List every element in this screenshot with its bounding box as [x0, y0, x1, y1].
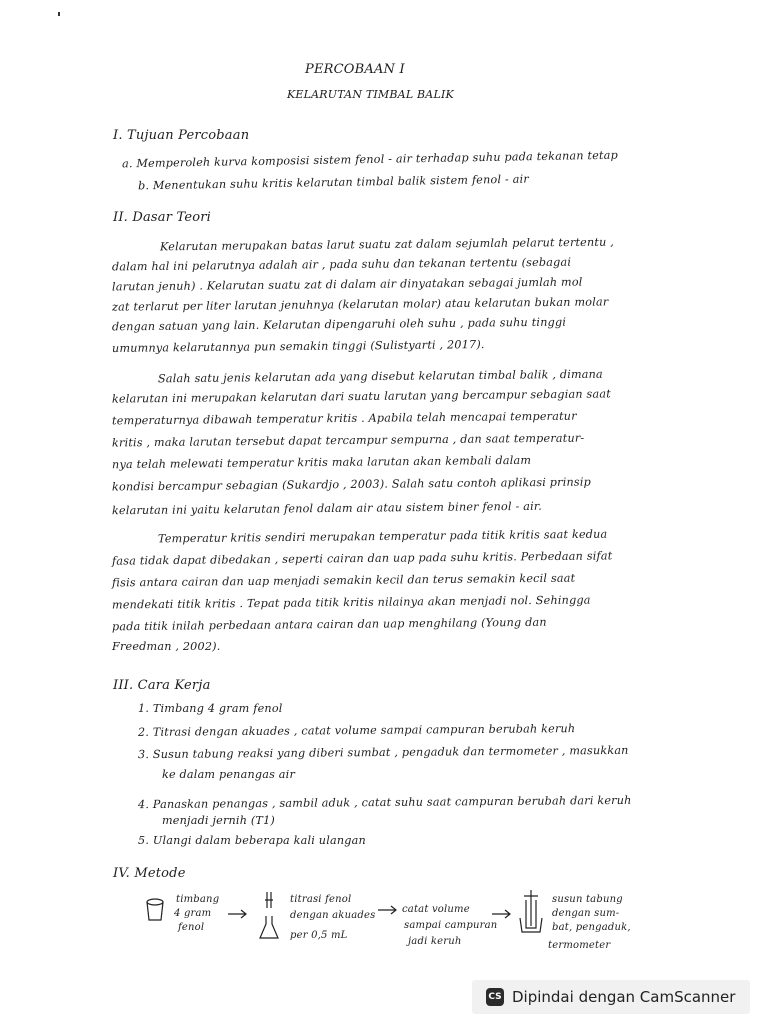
text-line: nya telah melewati temperatur kritis maka larutan akan kembali dalam: [111, 453, 532, 472]
method-step-4-line: bat, pengaduk,: [552, 922, 631, 933]
section-heading-tujuan: I. Tujuan Percobaan: [113, 128, 250, 143]
procedure-step: 1. Timbang 4 gram fenol: [138, 702, 283, 715]
text-line: Temperatur kritis sendiri merupakan temperatur pada titik kritis saat kedua: [157, 527, 608, 546]
method-step-3-line: sampai campuran: [404, 920, 498, 931]
method-step-1-line: timbang: [176, 894, 220, 905]
ink-mark: [58, 12, 60, 16]
camscanner-label: Dipindai dengan CamScanner: [512, 988, 736, 1006]
text-line: dalam hal ini pelarutnya adalah air , pada suhu dan tekanan tertentu (sebagai: [111, 255, 572, 274]
text-line: kritis , maka larutan tersebut dapat tercampur sempurna , dan saat temperatur-: [111, 431, 585, 450]
text-line: Kelarutan merupakan batas larut suatu zat dalam sejumlah pelarut tertentu ,: [159, 235, 615, 254]
arrow-icon: [492, 910, 510, 918]
text-line: Freedman , 2002).: [112, 640, 221, 653]
procedure-step: ke dalam penangas air: [162, 768, 295, 781]
procedure-step: 4. Panaskan penangas , sambil aduk , catat suhu saat campuran berubah dari keruh: [137, 793, 632, 812]
method-step-2-line: per 0,5 mL: [290, 930, 348, 941]
burette-flask-icon: [260, 892, 278, 938]
text-line: fisis antara cairan dan uap menjadi semakin kecil dan terus semakin kecil saat: [111, 571, 576, 590]
text-line: mendekati titik kritis . Tepat pada titik kritis nilainya akan menjadi nol. Sehingga: [111, 593, 591, 612]
text-line: kondisi bercampur sebagian (Sukardjo , 2003). Salah satu contoh aplikasi prinsip: [111, 475, 592, 494]
objective-item: b. Menentukan suhu kritis kelarutan timbal balik sistem fenol - air: [137, 172, 529, 193]
section-heading-dasar-teori: II. Dasar Teori: [113, 210, 212, 225]
method-step-4-line: dengan sum-: [552, 908, 620, 919]
text-line: fasa tidak dapat dibedakan , seperti cairan dan uap pada suhu kritis. Perbedaan sifat: [111, 549, 613, 568]
text-line: temperaturnya dibawah temperatur kritis . Apabila telah mencapai temperatur: [111, 409, 577, 428]
text-line: pada titik inilah perbedaan antara cairan dan uap menghilang (Young dan: [111, 615, 547, 634]
section-heading-cara-kerja: III. Cara Kerja: [113, 678, 211, 693]
camscanner-logo-icon: CS: [486, 988, 504, 1006]
text-line: larutan jenuh) . Kelarutan suatu zat di dalam air dinyatakan sebagai jumlah mol: [111, 275, 583, 294]
method-step-1-line: fenol: [178, 922, 205, 933]
page-title: PERCOBAAN I: [305, 62, 405, 77]
text-line: dengan satuan yang lain. Kelarutan dipengaruhi oleh suhu , pada suhu tinggi: [111, 315, 567, 334]
text-line: zat terlarut per liter larutan jenuhnya (kelarutan molar) atau kelarutan bukan molar: [111, 295, 609, 314]
procedure-step: 2. Titrasi dengan akuades , catat volume sampai campuran berubah keruh: [137, 722, 576, 739]
procedure-step: menjadi jernih (T1): [162, 814, 275, 827]
objective-item: a. Memperoleh kurva komposisi sistem fenol - air terhadap suhu pada tekanan tetap: [121, 148, 618, 171]
beaker-icon: [147, 899, 163, 920]
method-step-3-line: catat volume: [402, 904, 470, 915]
method-step-2-line: titrasi fenol: [290, 894, 352, 905]
text-line: Salah satu jenis kelarutan ada yang disebut kelarutan timbal balik , dimana: [157, 367, 603, 386]
arrow-icon: [378, 906, 396, 914]
method-step-4-line: termometer: [548, 940, 611, 951]
arrow-icon: [228, 910, 246, 918]
camscanner-watermark: [472, 980, 750, 1014]
text-line: kelarutan ini yaitu kelarutan fenol dalam air atau sistem biner fenol - air.: [111, 499, 542, 518]
text-line: kelarutan ini merupakan kelarutan dari suatu larutan yang bercampur sebagian saat: [111, 387, 611, 406]
method-step-3-line: jadi keruh: [408, 936, 462, 947]
section-heading-metode: IV. Metode: [113, 866, 186, 881]
page-subtitle: KELARUTAN TIMBAL BALIK: [287, 88, 454, 101]
method-step-1-line: 4 gram: [174, 908, 212, 919]
method-step-2-line: dengan akuades: [290, 910, 376, 921]
text-line: umumnya kelarutannya pun semakin tinggi (Sulistyarti , 2017).: [111, 338, 485, 355]
test-tube-setup-icon: [520, 890, 542, 932]
procedure-step: 3. Susun tabung reaksi yang diberi sumbat , pengaduk dan termometer , masukkan: [137, 743, 629, 762]
procedure-step: 5. Ulangi dalam beberapa kali ulangan: [138, 834, 366, 847]
method-step-4-line: susun tabung: [552, 894, 623, 905]
